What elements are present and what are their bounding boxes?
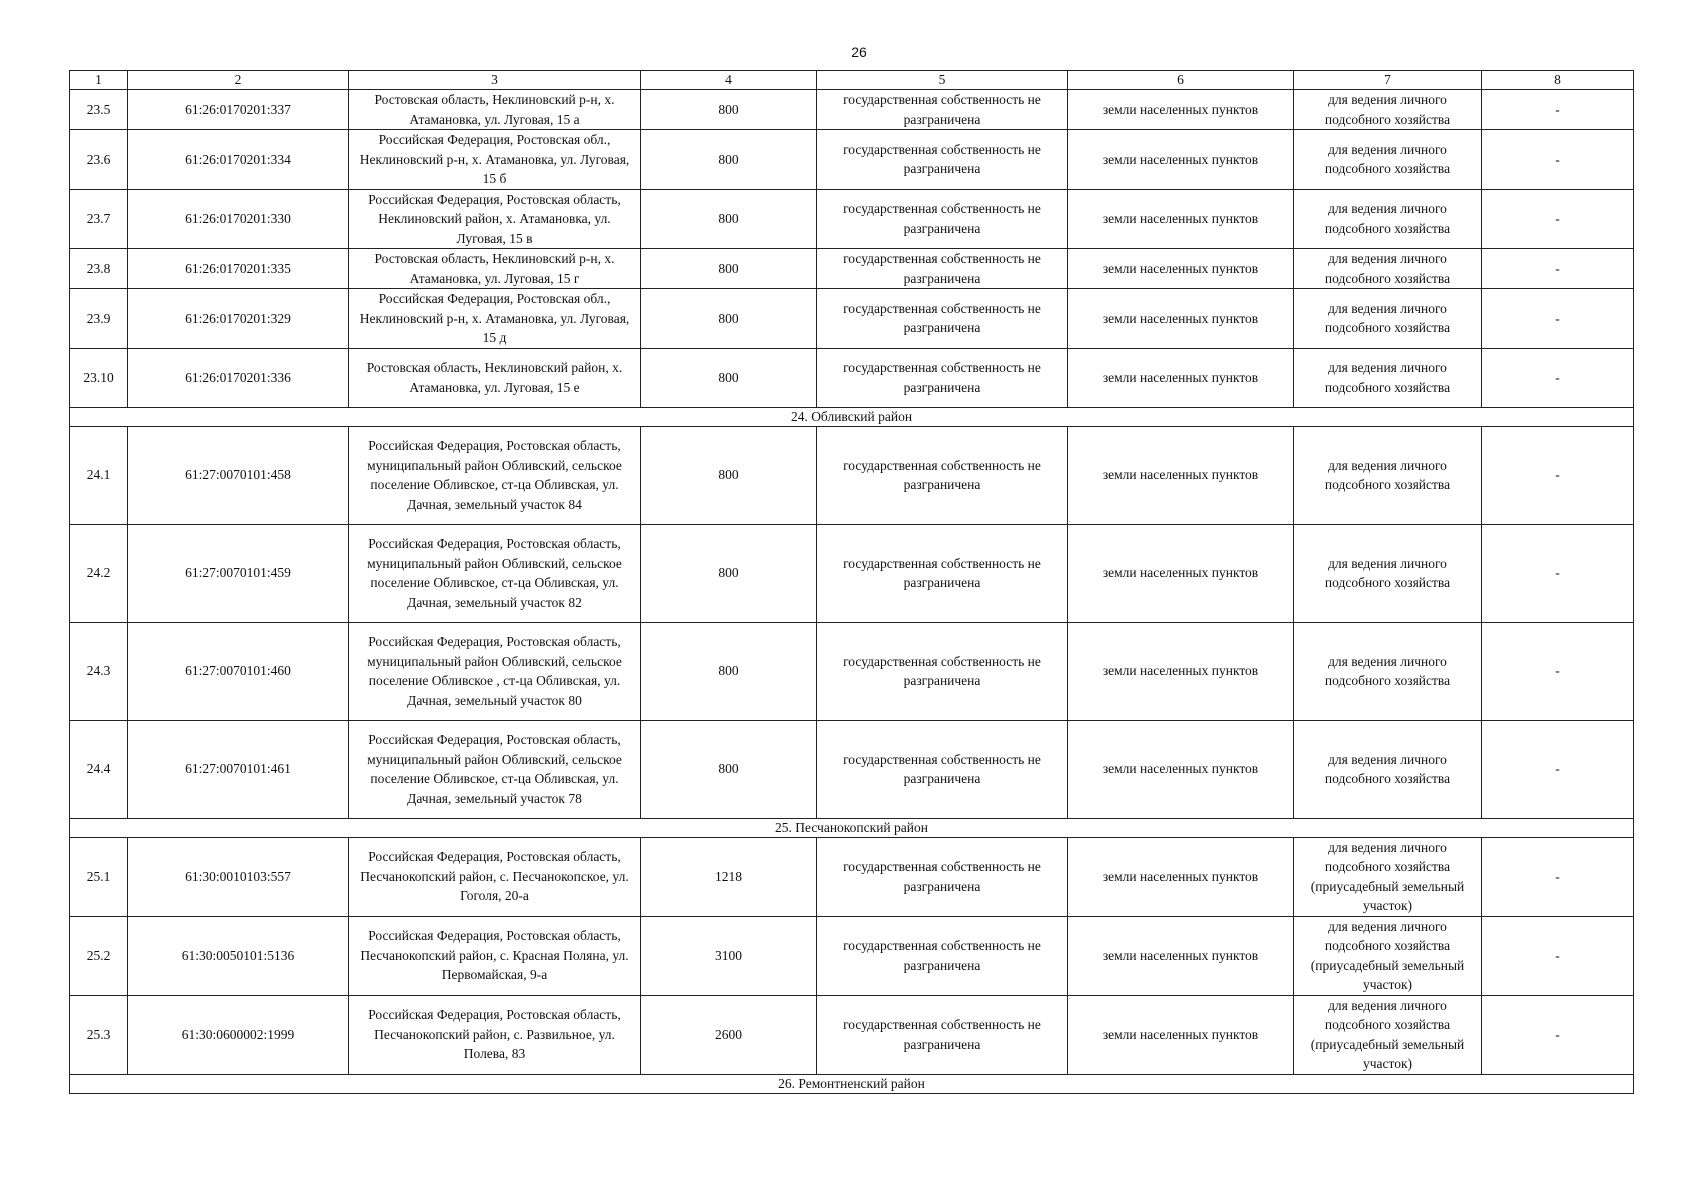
cell-area: 800: [641, 289, 817, 349]
table-body: [70, 90, 1634, 1094]
column-number-row: [70, 71, 1634, 90]
column-header: 1: [70, 71, 128, 90]
cell-address: Российская Федерация, Ростовская область, Неклиновский район, х. Атамановка, ул. Луговая, 15 в: [349, 189, 641, 249]
table-row: [70, 524, 1634, 622]
cell-cadastral: 61:27:0070101:461: [128, 720, 349, 818]
section-header-row: [70, 1074, 1634, 1093]
column-header: 8: [1482, 71, 1634, 90]
cell-cadastral: 61:26:0170201:334: [128, 130, 349, 190]
cell-ownership: государственная собственность не разграничена: [817, 622, 1068, 720]
cell-cadastral: 61:26:0170201:336: [128, 348, 349, 407]
cell-area: 800: [641, 426, 817, 524]
cell-ownership: государственная собственность не разграничена: [817, 249, 1068, 289]
cell-num: 23.5: [70, 90, 128, 130]
cell-cadastral: 61:27:0070101:458: [128, 426, 349, 524]
table-row: [70, 720, 1634, 818]
cell-area: 2600: [641, 995, 817, 1074]
cell-ownership: государственная собственность не разграничена: [817, 995, 1068, 1074]
cell-address: Российская Федерация, Ростовская область, Песчанокопский район, с. Песчанокопское, ул. Гоголя, 20-а: [349, 837, 641, 916]
cell-area: 800: [641, 622, 817, 720]
cell-address: Российская Федерация, Ростовская обл., Неклиновский р-н, х. Атамановка, ул. Луговая, 15 б: [349, 130, 641, 190]
cell-use: для ведения личного подсобного хозяйства: [1294, 90, 1482, 130]
cell-category: земли населенных пунктов: [1068, 426, 1294, 524]
cell-use: для ведения личного подсобного хозяйства: [1294, 622, 1482, 720]
table-row: [70, 189, 1634, 249]
table-row: [70, 916, 1634, 995]
cell-num: 24.1: [70, 426, 128, 524]
cell-num: 23.8: [70, 249, 128, 289]
cell-address: Российская Федерация, Ростовская область, муниципальный район Обливский, сельское поселение Обливское, ст-ца Обливская, ул. Дачная, земельный участок 82: [349, 524, 641, 622]
cell-note: -: [1482, 90, 1634, 130]
cell-area: 800: [641, 130, 817, 190]
cell-note: -: [1482, 189, 1634, 249]
cell-address: Российская Федерация, Ростовская область, муниципальный район Обливский, сельское поселение Обливское, ст-ца Обливская, ул. Дачная, земельный участок 78: [349, 720, 641, 818]
cell-note: -: [1482, 995, 1634, 1074]
cell-ownership: государственная собственность не разграничена: [817, 189, 1068, 249]
cell-cadastral: 61:30:0050101:5136: [128, 916, 349, 995]
cell-ownership: государственная собственность не разграничена: [817, 90, 1068, 130]
page-number: 26: [851, 44, 867, 60]
cell-num: 24.4: [70, 720, 128, 818]
cell-note: -: [1482, 622, 1634, 720]
cell-area: 800: [641, 189, 817, 249]
cell-use: для ведения личного подсобного хозяйства: [1294, 249, 1482, 289]
section-title: 26. Ремонтненский район: [70, 1074, 1634, 1093]
cell-num: 23.9: [70, 289, 128, 349]
cell-use: для ведения личного подсобного хозяйства (приусадебный земельный участок): [1294, 916, 1482, 995]
column-header: 5: [817, 71, 1068, 90]
table-row: [70, 837, 1634, 916]
cell-area: 800: [641, 249, 817, 289]
cell-ownership: государственная собственность не разграничена: [817, 720, 1068, 818]
cell-note: -: [1482, 289, 1634, 349]
cell-category: земли населенных пунктов: [1068, 249, 1294, 289]
cell-category: земли населенных пунктов: [1068, 995, 1294, 1074]
cell-use: для ведения личного подсобного хозяйства: [1294, 524, 1482, 622]
cell-note: -: [1482, 720, 1634, 818]
table-row: [70, 622, 1634, 720]
cell-address: Российская Федерация, Ростовская область, муниципальный район Обливский, сельское поселение Обливское , ст-ца Обливская, ул. Дачная, земельный участок 80: [349, 622, 641, 720]
column-header: 2: [128, 71, 349, 90]
cell-area: 800: [641, 348, 817, 407]
cell-cadastral: 61:30:0010103:557: [128, 837, 349, 916]
cell-num: 25.1: [70, 837, 128, 916]
section-title: 25. Песчанокопский район: [70, 818, 1634, 837]
cell-category: земли населенных пунктов: [1068, 189, 1294, 249]
cell-num: 24.3: [70, 622, 128, 720]
table-row: [70, 289, 1634, 349]
land-plots-table: [69, 70, 1634, 1094]
cell-ownership: государственная собственность не разграничена: [817, 916, 1068, 995]
cell-area: 800: [641, 720, 817, 818]
cell-use: для ведения личного подсобного хозяйства: [1294, 289, 1482, 349]
cell-address: Ростовская область, Неклиновский р-н, х. Атамановка, ул. Луговая, 15 а: [349, 90, 641, 130]
cell-note: -: [1482, 837, 1634, 916]
cell-note: -: [1482, 348, 1634, 407]
cell-ownership: государственная собственность не разграничена: [817, 426, 1068, 524]
cell-ownership: государственная собственность не разграничена: [817, 130, 1068, 190]
cell-category: земли населенных пунктов: [1068, 916, 1294, 995]
cell-note: -: [1482, 130, 1634, 190]
cell-num: 23.7: [70, 189, 128, 249]
table-row: [70, 130, 1634, 190]
table-row: [70, 348, 1634, 407]
section-header-row: [70, 818, 1634, 837]
cell-num: 23.10: [70, 348, 128, 407]
cell-cadastral: 61:26:0170201:337: [128, 90, 349, 130]
column-header: 6: [1068, 71, 1294, 90]
cell-note: -: [1482, 524, 1634, 622]
cell-address: Российская Федерация, Ростовская обл., Неклиновский р-н, х. Атамановка, ул. Луговая, 15 д: [349, 289, 641, 349]
cell-ownership: государственная собственность не разграничена: [817, 524, 1068, 622]
cell-use: для ведения личного подсобного хозяйства (приусадебный земельный участок): [1294, 837, 1482, 916]
cell-ownership: государственная собственность не разграничена: [817, 837, 1068, 916]
cell-category: земли населенных пунктов: [1068, 720, 1294, 818]
cell-cadastral: 61:26:0170201:330: [128, 189, 349, 249]
cell-num: 25.2: [70, 916, 128, 995]
cell-area: 1218: [641, 837, 817, 916]
table-row: [70, 90, 1634, 130]
cell-category: земли населенных пунктов: [1068, 289, 1294, 349]
cell-address: Российская Федерация, Ростовская область, муниципальный район Обливский, сельское поселение Обливское, ст-ца Обливская, ул. Дачная, земельный участок 84: [349, 426, 641, 524]
cell-num: 23.6: [70, 130, 128, 190]
cell-use: для ведения личного подсобного хозяйства: [1294, 720, 1482, 818]
cell-address: Ростовская область, Неклиновский район, х. Атамановка, ул. Луговая, 15 е: [349, 348, 641, 407]
table-row: [70, 995, 1634, 1074]
section-title: 24. Обливский район: [70, 407, 1634, 426]
cell-category: земли населенных пунктов: [1068, 622, 1294, 720]
table-row: [70, 249, 1634, 289]
cell-ownership: государственная собственность не разграничена: [817, 289, 1068, 349]
column-header: 3: [349, 71, 641, 90]
cell-cadastral: 61:30:0600002:1999: [128, 995, 349, 1074]
cell-area: 800: [641, 524, 817, 622]
cell-num: 25.3: [70, 995, 128, 1074]
cell-category: земли населенных пунктов: [1068, 90, 1294, 130]
cell-use: для ведения личного подсобного хозяйства: [1294, 426, 1482, 524]
cell-cadastral: 61:26:0170201:329: [128, 289, 349, 349]
cell-address: Ростовская область, Неклиновский р-н, х. Атамановка, ул. Луговая, 15 г: [349, 249, 641, 289]
cell-num: 24.2: [70, 524, 128, 622]
cell-category: земли населенных пунктов: [1068, 348, 1294, 407]
cell-cadastral: 61:27:0070101:459: [128, 524, 349, 622]
cell-address: Российская Федерация, Ростовская область, Песчанокопский район, с. Развильное, ул. Полева, 83: [349, 995, 641, 1074]
cell-use: для ведения личного подсобного хозяйства: [1294, 130, 1482, 190]
cell-note: -: [1482, 249, 1634, 289]
cell-use: для ведения личного подсобного хозяйства (приусадебный земельный участок): [1294, 995, 1482, 1074]
cell-area: 800: [641, 90, 817, 130]
column-header: 7: [1294, 71, 1482, 90]
cell-category: земли населенных пунктов: [1068, 524, 1294, 622]
cell-note: -: [1482, 916, 1634, 995]
cell-use: для ведения личного подсобного хозяйства: [1294, 348, 1482, 407]
cell-category: земли населенных пунктов: [1068, 130, 1294, 190]
cell-address: Российская Федерация, Ростовская область, Песчанокопский район, с. Красная Поляна, ул. Первомайская, 9-а: [349, 916, 641, 995]
cell-area: 3100: [641, 916, 817, 995]
column-header: 4: [641, 71, 817, 90]
cell-cadastral: 61:27:0070101:460: [128, 622, 349, 720]
cell-category: земли населенных пунктов: [1068, 837, 1294, 916]
table-row: [70, 426, 1634, 524]
cell-use: для ведения личного подсобного хозяйства: [1294, 189, 1482, 249]
cell-cadastral: 61:26:0170201:335: [128, 249, 349, 289]
cell-ownership: государственная собственность не разграничена: [817, 348, 1068, 407]
cell-note: -: [1482, 426, 1634, 524]
section-header-row: [70, 407, 1634, 426]
